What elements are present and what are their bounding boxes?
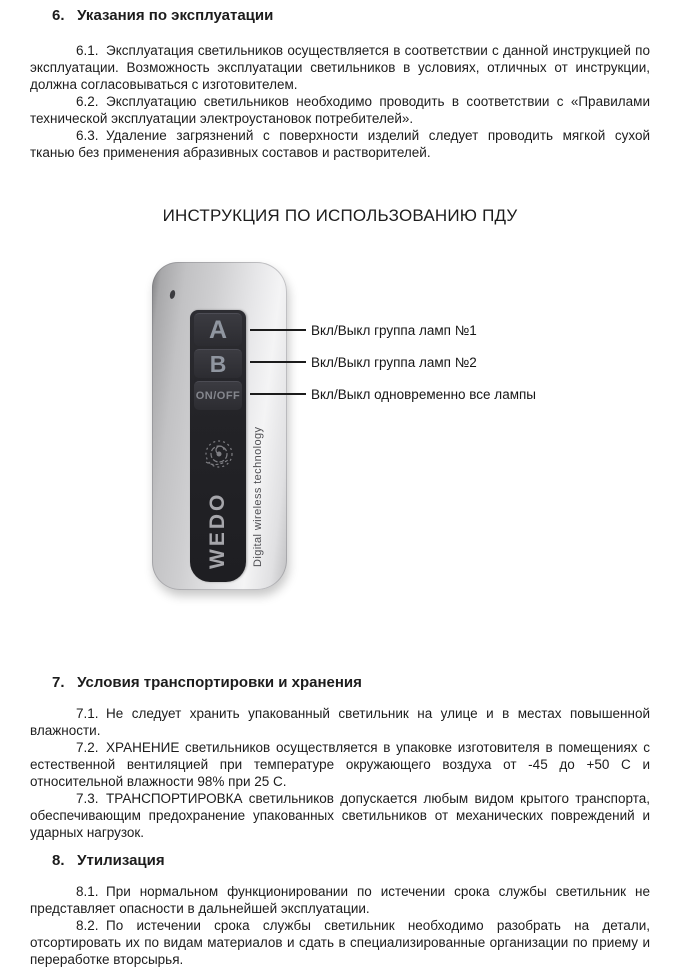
item-number: 7.1. xyxy=(76,706,99,721)
item-text: ТРАНСПОРТИРОВКА светильников допускается любым видом крытого транспорта, обеспечивающим предохранение упакованных светильников от механических повреждений и ударных нагрузок. xyxy=(30,791,650,840)
item-text: ХРАНЕНИЕ светильников осуществляется в упаковке изготовителя в помещениях с естественной вентиляцией при температуре окружающего воздуха от -45 до +50 С и относительной влажности 98% при 25 С. xyxy=(30,740,650,789)
section-title: Условия транспортировки и хранения xyxy=(77,674,362,691)
remote-control-image xyxy=(152,262,287,590)
paragraph-7-3 xyxy=(30,790,650,841)
button-b xyxy=(194,349,242,378)
remote-figure xyxy=(30,227,650,617)
section-title: Указания по эксплуатации xyxy=(77,7,274,24)
callout-line xyxy=(250,361,306,363)
paragraph-8-2 xyxy=(30,917,650,968)
paragraph-7-2 xyxy=(30,739,650,790)
callout-label: Вкл/Выкл группа ламп №1 xyxy=(311,322,477,338)
callout-label: Вкл/Выкл одновременно все лампы xyxy=(311,386,536,402)
section-title: Утилизация xyxy=(77,852,165,869)
section-number: 6. xyxy=(52,7,65,24)
callout-2 xyxy=(250,353,477,371)
item-number: 7.3. xyxy=(76,791,99,806)
section-8-header xyxy=(52,851,650,871)
paragraph-6-2 xyxy=(30,93,650,127)
item-text: Не следует хранить упакованный светильник на улице и в местах повышенной влажности. xyxy=(30,706,650,738)
callout-line xyxy=(250,393,306,395)
brand-logo-text: WEDO xyxy=(206,491,229,569)
item-text: По истечении срока службы светильник необходимо разобрать на детали, отсортировать их по видам материалов и сдать в специализированные организации по приему и переработке вторсырья. xyxy=(30,918,650,967)
led-indicator-icon xyxy=(169,290,176,300)
item-text: Эксплуатацию светильников необходимо проводить в соответствии с «Правилами технической эксплуатации электроустановок потребителей». xyxy=(30,94,650,126)
button-on-off xyxy=(194,381,242,410)
button-a xyxy=(194,313,242,346)
item-text: При нормальном функционировании по истечении срока службы светильник не представляет опасности в дальнейшей эксплуатации. xyxy=(30,884,650,916)
callout-3 xyxy=(250,385,536,403)
button-panel xyxy=(190,310,246,582)
section-number: 8. xyxy=(52,852,65,869)
section-6-header xyxy=(52,6,650,26)
item-text: Удаление загрязнений с поверхности изделий следует проводить мягкой сухой тканью без применения абразивных составов и растворителей. xyxy=(30,128,650,160)
remote-side-text: Digital wireless technology xyxy=(252,426,264,567)
paragraph-7-1 xyxy=(30,705,650,739)
item-text: Эксплуатация светильников осуществляется в соответствии с данной инструкцией по эксплуатации. Возможность эксплуатации светильников в условиях, отличных от инструкции, должна согласовываться с изготовителем. xyxy=(30,43,650,92)
callout-1 xyxy=(250,321,477,339)
button-a-label: A xyxy=(208,315,228,344)
section-7-header xyxy=(52,673,650,693)
paragraph-8-1 xyxy=(30,883,650,917)
item-number: 8.1. xyxy=(76,884,99,899)
section-number: 7. xyxy=(52,674,65,691)
button-on-off-label: ON/OFF xyxy=(195,390,241,402)
paragraph-6-1 xyxy=(30,42,650,93)
item-number: 7.2. xyxy=(76,740,99,755)
callout-label: Вкл/Выкл группа ламп №2 xyxy=(311,354,477,370)
brand-swirl-icon xyxy=(195,432,241,480)
callout-line xyxy=(250,329,306,331)
item-number: 6.2. xyxy=(76,94,99,109)
figure-title: ИНСТРУКЦИЯ ПО ИСПОЛЬЗОВАНИЮ ПДУ xyxy=(162,206,518,225)
button-b-label: B xyxy=(209,350,227,377)
item-number: 6.3. xyxy=(76,128,99,143)
item-number: 6.1. xyxy=(76,43,99,58)
item-number: 8.2. xyxy=(76,918,99,933)
paragraph-6-3 xyxy=(30,127,650,161)
